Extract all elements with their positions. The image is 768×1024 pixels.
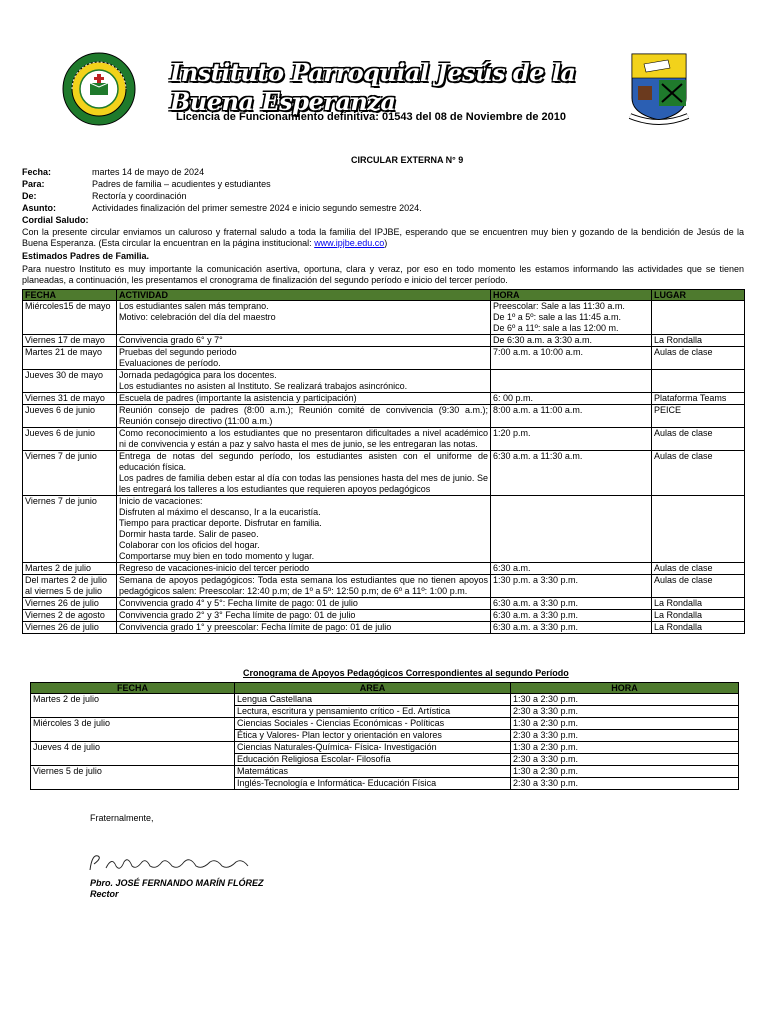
sched-area-cell: Educación Religiosa Escolar- Filosofía — [235, 754, 511, 766]
asunto-value: Actividades finalización del primer semestre 2024 e inicio segundo semestre 2024. — [92, 203, 422, 213]
actividad-cell: Convivencia grado 2° y 3° Fecha límite de pago: 01 de julio — [117, 610, 491, 622]
lugar-cell — [652, 301, 745, 335]
hora-cell: De 6:30 a.m. a 3:30 a.m. — [491, 335, 652, 347]
hora-cell — [491, 496, 652, 563]
sched-area-cell: Ética y Valores- Plan lector y orientación en valores — [235, 730, 511, 742]
lugar-cell: La Rondalla — [652, 610, 745, 622]
hora-cell: 1:30 p.m. a 3:30 p.m. — [491, 575, 652, 598]
sched-area-cell: Inglés-Tecnología e Informática- Educación Física — [235, 778, 511, 790]
sched-area-cell: Ciencias Sociales - Ciencias Económicas - Políticas — [235, 718, 511, 730]
schedule-title: Cronograma de Apoyos Pedagógicos Correspondientes al segundo Período — [243, 668, 569, 678]
hora-cell: 6:30 a.m. a 3:30 p.m. — [491, 610, 652, 622]
table-row — [31, 718, 739, 730]
intro-paragraph — [22, 227, 744, 249]
website-link[interactable]: www.ipjbe.edu.co — [314, 237, 385, 248]
actividad-cell: Inicio de vacaciones: Disfruten al máximo el descanso, Ir a la eucaristía. Tiempo para practicar deporte. Disfrutar en familia. Dormir hasta tarde. Salir de paseo. Colaborar con los oficios del hogar. Comportarse muy bien en todo momento y lugar. — [117, 496, 491, 563]
lugar-cell: Aulas de clase — [652, 347, 745, 370]
sched-hora-cell: 1:30 a 2:30 p.m. — [511, 766, 739, 778]
lugar-cell: PEICE — [652, 405, 745, 428]
sched-area-cell: Matemáticas — [235, 766, 511, 778]
header-actividad: ACTIVIDAD — [117, 290, 491, 301]
actividad-cell: Semana de apoyos pedagógicos: Toda esta semana los estudiantes que no tienen apoyos pedagógicos salen: Preescolar: 12:40 p.m; de 1º a 5º: 12:50 p.m; de 6º a 11º: 1:00 p.m. — [117, 575, 491, 598]
header-fecha: FECHA — [23, 290, 117, 301]
table-row — [23, 451, 745, 496]
actividad-cell: Convivencia grado 1° y preescolar: Fecha límite de pago: 01 de julio — [117, 622, 491, 634]
signatory-role: Rector — [90, 889, 119, 899]
para-label: Para: — [22, 179, 45, 189]
lugar-cell: La Rondalla — [652, 622, 745, 634]
lugar-cell: Aulas de clase — [652, 451, 745, 496]
municipality-crest — [624, 50, 694, 130]
fecha-cell: Jueves 30 de mayo — [23, 370, 117, 393]
fecha-cell: Jueves 6 de junio — [23, 428, 117, 451]
fecha-label: Fecha: — [22, 167, 52, 177]
de-label: De: — [22, 191, 37, 201]
sched-hora-cell: 2:30 a 3:30 p.m. — [511, 778, 739, 790]
greeting: Cordial Saludo: — [22, 215, 89, 225]
fecha-cell: Miércoles15 de mayo — [23, 301, 117, 335]
fecha-cell: Martes 2 de julio — [23, 563, 117, 575]
asunto-label: Asunto: — [22, 203, 56, 213]
signatory-name: Pbro. JOSÉ FERNANDO MARÍN FLÓREZ — [90, 878, 264, 888]
table-row — [23, 393, 745, 405]
fecha-cell: Viernes 26 de julio — [23, 598, 117, 610]
schedule-table — [30, 682, 739, 790]
hora-cell: 7:00 a.m. a 10:00 a.m. — [491, 347, 652, 370]
table-row — [23, 575, 745, 598]
de-value: Rectoría y coordinación — [92, 191, 187, 201]
actividad-cell: Reunión consejo de padres (8:00 a.m.); Reunión comité de convivencia (9:30 a.m.); Reunión consejo directivo (11:00 a.m.) — [117, 405, 491, 428]
sched-hora-cell: 2:30 a 3:30 p.m. — [511, 754, 739, 766]
sched-fecha-cell: Jueves 4 de julio — [31, 742, 235, 766]
fecha-cell: Viernes 7 de junio — [23, 496, 117, 563]
table-row — [23, 622, 745, 634]
para-value: Padres de familia – acudientes y estudiantes — [92, 179, 271, 189]
actividad-cell: Jornada pedagógica para los docentes. Los estudiantes no asisten al Instituto. Se realizará trabajos asincrónico. — [117, 370, 491, 393]
sched-header-fecha: FECHA — [31, 683, 235, 694]
lugar-cell: La Rondalla — [652, 598, 745, 610]
hora-cell — [491, 370, 652, 393]
actividad-cell: Convivencia grado 6° y 7° — [117, 335, 491, 347]
actividad-cell: Regreso de vacaciones-inicio del tercer periodo — [117, 563, 491, 575]
table-row — [23, 301, 745, 335]
intro-text-end: ) — [384, 237, 388, 248]
actividad-cell: Escuela de padres (importante la asistencia y participación) — [117, 393, 491, 405]
table-row — [31, 742, 739, 754]
sched-area-cell: Ciencias Naturales-Química- Física- Investigación — [235, 742, 511, 754]
activities-header-row — [23, 290, 745, 301]
hora-cell: 6: 00 p.m. — [491, 393, 652, 405]
fecha-cell: Jueves 6 de junio — [23, 405, 117, 428]
sched-hora-cell: 2:30 a 3:30 p.m. — [511, 706, 739, 718]
lugar-cell: Aulas de clase — [652, 575, 745, 598]
hora-cell: Preescolar: Sale a las 11:30 a.m. De 1º a 5º: sale a las 11:45 a.m. De 6º a 11º: sale a las 12:00 m. — [491, 301, 652, 335]
sched-fecha-cell: Miércoles 3 de julio — [31, 718, 235, 742]
lugar-cell: Aulas de clase — [652, 428, 745, 451]
sched-hora-cell: 2:30 a 3:30 p.m. — [511, 730, 739, 742]
parents-heading: Estimados Padres de Familia. — [22, 251, 150, 261]
activities-body — [23, 301, 745, 634]
fecha-cell: Del martes 2 de julio al viernes 5 de julio — [23, 575, 117, 598]
fecha-value: martes 14 de mayo de 2024 — [92, 167, 205, 177]
fecha-cell: Viernes 26 de julio — [23, 622, 117, 634]
lugar-cell: Aulas de clase — [652, 563, 745, 575]
actividad-cell: Convivencia grado 4° y 5°: Fecha límite de pago: 01 de julio — [117, 598, 491, 610]
activities-table — [22, 289, 745, 634]
sched-hora-cell: 1:30 a 2:30 p.m. — [511, 718, 739, 730]
header-hora: HORA — [491, 290, 652, 301]
hora-cell: 8:00 a.m. a 11:00 a.m. — [491, 405, 652, 428]
table-row — [23, 405, 745, 428]
table-row — [23, 610, 745, 622]
sched-fecha-cell: Viernes 5 de julio — [31, 766, 235, 790]
hora-cell: 6:30 a.m. a 3:30 p.m. — [491, 622, 652, 634]
table-row — [31, 694, 739, 706]
header-lugar: LUGAR — [652, 290, 745, 301]
hora-cell: 1:20 p.m. — [491, 428, 652, 451]
intro-text: Con la presente circular enviamos un caluroso y fraternal saludo a toda la familia del IPJBE, esperando que se encuentren muy bien y gozando de la bendición de Jesús de la Buena Esperanza. (Esta circular la encuentran en la página institucional: — [22, 227, 744, 248]
actividad-cell: Los estudiantes salen más temprano. Motivo: celebración del día del maestro — [117, 301, 491, 335]
fecha-cell: Viernes 2 de agosto — [23, 610, 117, 622]
lugar-cell — [652, 370, 745, 393]
hora-cell: 6:30 a.m. — [491, 563, 652, 575]
fecha-cell: Viernes 7 de junio — [23, 451, 117, 496]
sched-hora-cell: 1:30 a 2:30 p.m. — [511, 694, 739, 706]
fecha-cell: Martes 21 de mayo — [23, 347, 117, 370]
lugar-cell: Plataforma Teams — [652, 393, 745, 405]
sched-area-cell: Lectura, escritura y pensamiento crítico - Ed. Artística — [235, 706, 511, 718]
fecha-cell: Viernes 31 de mayo — [23, 393, 117, 405]
hora-cell: 6:30 a.m. a 3:30 p.m. — [491, 598, 652, 610]
sched-hora-cell: 1:30 a 2:30 p.m. — [511, 742, 739, 754]
handwritten-signature — [86, 848, 256, 876]
table-row — [23, 335, 745, 347]
sched-header-area: AREA — [235, 683, 511, 694]
table-row — [23, 563, 745, 575]
license-line: Licencia de Funcionamiento definitiva: 01543 del 08 de Noviembre de 2010 — [176, 111, 567, 123]
lugar-cell — [652, 496, 745, 563]
institute-logo — [62, 52, 136, 126]
schedule-body — [31, 694, 739, 790]
hora-cell: 6:30 a.m. a 11:30 a.m. — [491, 451, 652, 496]
actividad-cell: Pruebas del segundo periodo Evaluaciones de período. — [117, 347, 491, 370]
fecha-cell: Viernes 17 de mayo — [23, 335, 117, 347]
table-row — [23, 598, 745, 610]
sched-header-hora: HORA — [511, 683, 739, 694]
intro-paragraph-2: Para nuestro Instituto es muy importante la comunicación asertiva, oportuna, clara y veraz, por eso en todo momento les estamos informando las actividades que se tienen planeadas, a continuación, les presentamos el cronograma de finalización del segundo período e inicio del tercer período. — [22, 264, 744, 285]
sched-fecha-cell: Martes 2 de julio — [31, 694, 235, 718]
table-row — [31, 766, 739, 778]
lugar-cell: La Rondalla — [652, 335, 745, 347]
table-row — [23, 370, 745, 393]
circular-title: CIRCULAR EXTERNA N° 9 — [351, 155, 464, 165]
schedule-header-row — [31, 683, 739, 694]
table-row — [23, 496, 745, 563]
actividad-cell: Como reconocimiento a los estudiantes que no presentaron dificultades a nivel académico ni de convivencia y están a paz y salvo hasta el mes de junio, se les entregaran las notas. — [117, 428, 491, 451]
table-row — [23, 428, 745, 451]
actividad-cell: Entrega de notas del segundo período, los estudiantes asisten con el uniforme de educación física. Los padres de familia deben estar al día con todas las pensiones hasta del mes de junio. Se les entregará los talleres a los estudiantes que requieren apoyos pedagógicos — [117, 451, 491, 496]
table-row — [23, 347, 745, 370]
closing-line: Fraternalmente, — [90, 813, 154, 823]
sched-area-cell: Lengua Castellana — [235, 694, 511, 706]
institute-name: Instituto Parroquial Jesús de la Buena Esperanza — [170, 58, 576, 117]
